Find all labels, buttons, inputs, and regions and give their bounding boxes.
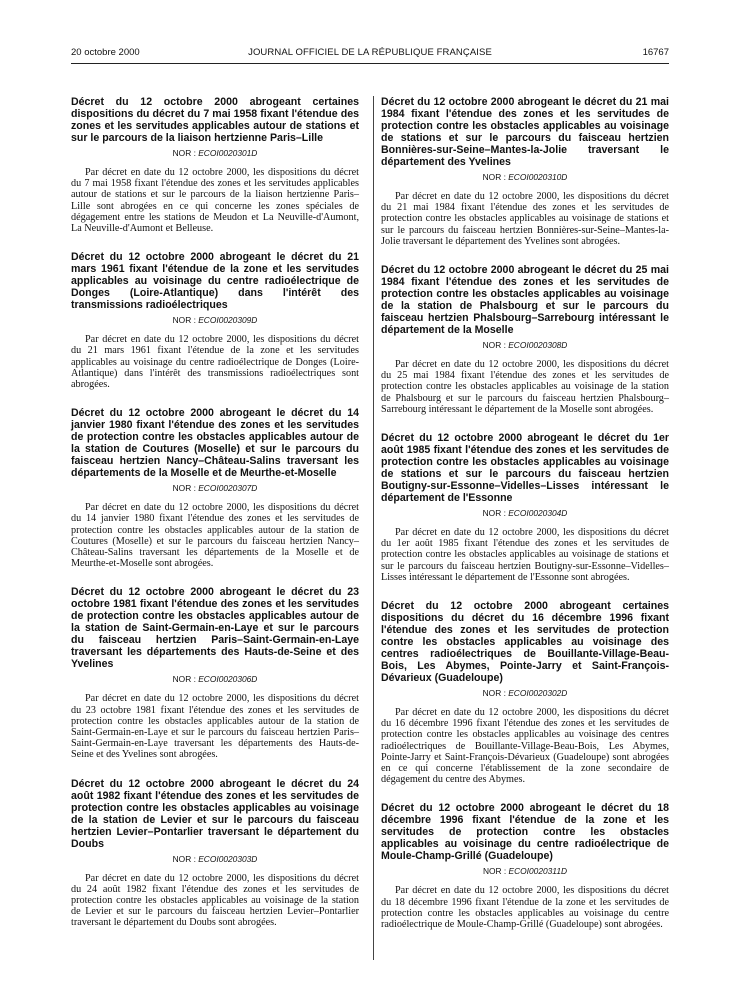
decree-title: Décret du 12 octobre 2000 abrogeant le décret du 18 décembre 1996 fixant l'étendue de la zone et les servitudes de protection contre les obstacles applicables au voisinage du centre radioélectrique de Moule-Champ-Grillé (Guadeloupe) <box>381 802 669 863</box>
decree-entry <box>381 802 669 930</box>
decree-title: Décret du 12 octobre 2000 abrogeant le décret du 14 janvier 1980 fixant l'étendue des zones et les servitudes de protection contre les obstacles applicables autour de la station de Coutures (Moselle) et sur le parcours du faisceau hertzien Nancy–Château-Salins traversant les départements de la Moselle et de Meurthe-et-Moselle <box>71 407 359 480</box>
decree-title: Décret du 12 octobre 2000 abrogeant le décret du 1er août 1985 fixant l'étendue des zones et les servitudes de protection contre les obstacles applicables au voisinage de stations et sur le parcours du faisceau hertzien Boutigny-sur-Essonne–Videlles–Lisses intéressant le département de l'Essonne <box>381 432 669 505</box>
nor-code: ECOI0020301D <box>198 148 258 158</box>
decree-body: Par décret en date du 12 octobre 2000, les dispositions du décret du 14 janvier 1980 fixant l'étendue des zones et les servitudes de protection contre les obstacles applicables autour de la station de Coutures (Moselle) et sur le parcours du faisceau hertzien Nancy–Château-Salins traversant les départements de la Moselle et de Meurthe-et-Moselle sont abrogées. <box>71 502 359 570</box>
nor-code: ECOI0020307D <box>198 483 258 494</box>
decree-entry <box>71 96 359 234</box>
decree-body: Par décret en date du 12 octobre 2000, les dispositions du décret du 16 décembre 1996 fixant l'étendue des zones et les servitudes de protection contre les obstacles applicables au voisinage des centres radioélectriques de Bouillante-Village-Beau-Bois, Les Abymes, Pointe-Jarry et Saint-François-Dévarieux (Guadeloupe) sont abrogées en ce qui concerne l'établissement de la zone secondaire de dégagement du centre des Abymes. <box>381 707 669 786</box>
left-column <box>71 96 359 946</box>
decree-body: Par décret en date du 12 octobre 2000, les dispositions du décret du 1er août 1985 fixant l'étendue des zones et les servitudes de protection contre les obstacles applicables au voisinage de stations et sur le parcours du faisceau hertzien Boutigny-sur-Essonne–Videlles–Lisses intéressant le département de l'Essonne sont abrogées. <box>381 527 669 583</box>
decree-nor <box>381 508 669 518</box>
decree-nor <box>381 688 669 698</box>
decree-nor <box>71 315 359 325</box>
decree-title: Décret du 12 octobre 2000 abrogeant le décret du 21 mars 1961 fixant l'étendue de la zone et les servitudes applicables au voisinage du centre radioélectrique de Donges (Loire-Atlantique) dans l'intérêt des transmissions radioélectriques <box>71 251 359 312</box>
decree-entry <box>71 407 359 569</box>
nor-code: ECOI0020304D <box>508 508 568 519</box>
header-date: 20 octobre 2000 <box>71 47 140 58</box>
nor-code: ECOI0020302D <box>508 688 568 699</box>
decree-nor <box>71 674 359 684</box>
decree-title: Décret du 12 octobre 2000 abrogeant certaines dispositions du décret du 7 mai 1958 fixant l'étendue des zones et les servitudes applicables autour de stations et sur le parcours de la liaison hertzienne Paris–Lille <box>71 96 359 144</box>
decree-body: Par décret en date du 12 octobre 2000, les dispositions du décret du 25 mai 1984 fixant l'étendue des zones et les servitudes de protection contre les obstacles applicables au voisinage de la station de Phalsbourg et sur le parcours du faisceau hertzien Phalsbourg–Sarrebourg intéressant le département de la Moselle sont abrogées. <box>381 359 669 415</box>
decree-entry <box>71 251 359 390</box>
decree-nor <box>71 148 359 158</box>
decree-title: Décret du 12 octobre 2000 abrogeant certaines dispositions du décret du 16 décembre 1996 fixant l'étendue des zones et les servitudes de protection contre les obstacles applicables au voisinage des centres radioélectriques de Bouillante-Village-Beau-Bois, Les Abymes, Pointe-Jarry et Saint-François-Dévarieux (Guadeloupe) <box>381 600 669 685</box>
decree-nor <box>381 172 669 182</box>
decree-title: Décret du 12 octobre 2000 abrogeant le décret du 23 octobre 1981 fixant l'étendue des zones et les servitudes de protection contre les obstacles applicables autour de la station de Saint-Germain-en-Laye et sur le parcours du faisceau hertzien Paris–Saint-Germain-en-Laye traversant les départements des Hauts-de-Seine et des Yvelines <box>71 586 359 671</box>
nor-label: NOR : <box>482 172 506 182</box>
decree-nor <box>71 854 359 864</box>
decree-entry <box>71 586 359 760</box>
decree-entry <box>381 432 669 583</box>
page-number: 16767 <box>642 47 669 58</box>
decree-title: Décret du 12 octobre 2000 abrogeant le décret du 24 août 1982 fixant l'étendue des zones et les servitudes de protection contre les obstacles applicables au voisinage de la station de Levier et sur le parcours du faisceau hertzien Levier–Pontarlier traversant le département du Doubs <box>71 777 359 850</box>
decree-body: Par décret en date du 12 octobre 2000, les dispositions du décret du 24 août 1982 fixant l'étendue des zones et les servitudes de protection contre les obstacles applicables au voisinage de la station de Levier et sur le parcours du faisceau hertzien Levier–Pontarlier traversant le département du Doubs sont abrogées. <box>71 872 359 929</box>
nor-label: NOR : <box>172 148 196 158</box>
decree-entry <box>381 600 669 785</box>
journal-title: JOURNAL OFFICIEL DE LA RÉPUBLIQUE FRANÇAISE <box>248 47 492 58</box>
nor-code: ECOI0020306D <box>198 674 258 685</box>
nor-code: ECOI0020310D <box>508 172 568 182</box>
nor-label: NOR : <box>482 340 506 351</box>
column-separator <box>373 96 374 960</box>
header-rule <box>71 63 669 64</box>
page-header <box>71 47 669 61</box>
nor-label: NOR : <box>172 853 196 864</box>
nor-label: NOR : <box>172 315 196 326</box>
nor-label: NOR : <box>482 866 507 877</box>
decree-body: Par décret en date du 12 octobre 2000, les dispositions du décret du 21 mars 1961 fixant l'étendue de la zone et les servitudes applicables au voisinage du centre radioélectrique de Donges (Loire-Atlantique) dans l'intérêt des transmissions radioélectriques sont abrogées. <box>71 334 359 391</box>
decree-nor <box>381 340 669 350</box>
nor-code: ECOI0020308D <box>508 340 568 351</box>
decree-nor <box>381 866 669 876</box>
nor-label: NOR : <box>482 508 506 519</box>
nor-code: ECOI0020303D <box>198 853 258 864</box>
decree-body: Par décret en date du 12 octobre 2000, les dispositions du décret du 21 mai 1984 fixant l'étendue des zones et les servitudes de protection contre les obstacles applicables au voisinage de stations et sur le parcours du faisceau hertzien Bonnières-sur-Seine–Mantes-la-Jolie traversant le département des Yvelines sont abrogées. <box>381 191 669 247</box>
right-column <box>381 96 669 947</box>
nor-code: ECOI0020311D <box>508 866 568 877</box>
decree-title: Décret du 12 octobre 2000 abrogeant le décret du 25 mai 1984 fixant l'étendue des zones et les servitudes de protection contre les obstacles applicables au voisinage de la station de Phalsbourg et sur le parcours du faisceau hertzien Phalsbourg–Sarrebourg intéressant le département de la Moselle <box>381 264 669 337</box>
nor-label: NOR : <box>172 674 196 685</box>
decree-body: Par décret en date du 12 octobre 2000, les dispositions du décret du 23 octobre 1981 fixant l'étendue des zones et les servitudes de protection contre les obstacles applicables autour de la station de Saint-Germain-en-Laye et sur le parcours du faisceau hertzien Paris–Saint-Germain-en-Laye traversant les départements des Hauts-de-Seine et des Yvelines sont abrogées. <box>71 693 359 761</box>
decree-entry <box>71 778 359 929</box>
nor-code: ECOI0020309D <box>198 315 258 326</box>
nor-label: NOR : <box>482 688 506 699</box>
decree-title: Décret du 12 octobre 2000 abrogeant le décret du 21 mai 1984 fixant l'étendue des zones et les servitudes de protection contre les obstacles applicables au voisinage de stations et sur le parcours du faisceau hertzien Bonnières-sur-Seine–Mantes-la-Jolie traversant le département des Yvelines <box>381 96 669 168</box>
decree-entry <box>381 264 669 415</box>
decree-entry <box>381 96 669 247</box>
decree-body: Par décret en date du 12 octobre 2000, les dispositions du décret du 18 décembre 1996 fixant l'étendue de la zone et les servitudes de protection contre les obstacles applicables au voisinage du centre radioélectrique de Moule-Champ-Grillé (Guadeloupe) sont abrogées. <box>381 885 669 931</box>
decree-nor <box>71 483 359 493</box>
decree-body: Par décret en date du 12 octobre 2000, les dispositions du décret du 7 mai 1958 fixant l'étendue des zones et les servitudes applicables autour de stations et sur le parcours de la liaison hertzienne Paris–Lille sont abrogées en ce qui concerne les zones spéciales de dégagement entre les stations de Meudon et La Neuville-d'Aumont, La Neuville-d'Aumont et Belleuse. <box>71 167 359 235</box>
nor-label: NOR : <box>172 483 196 494</box>
